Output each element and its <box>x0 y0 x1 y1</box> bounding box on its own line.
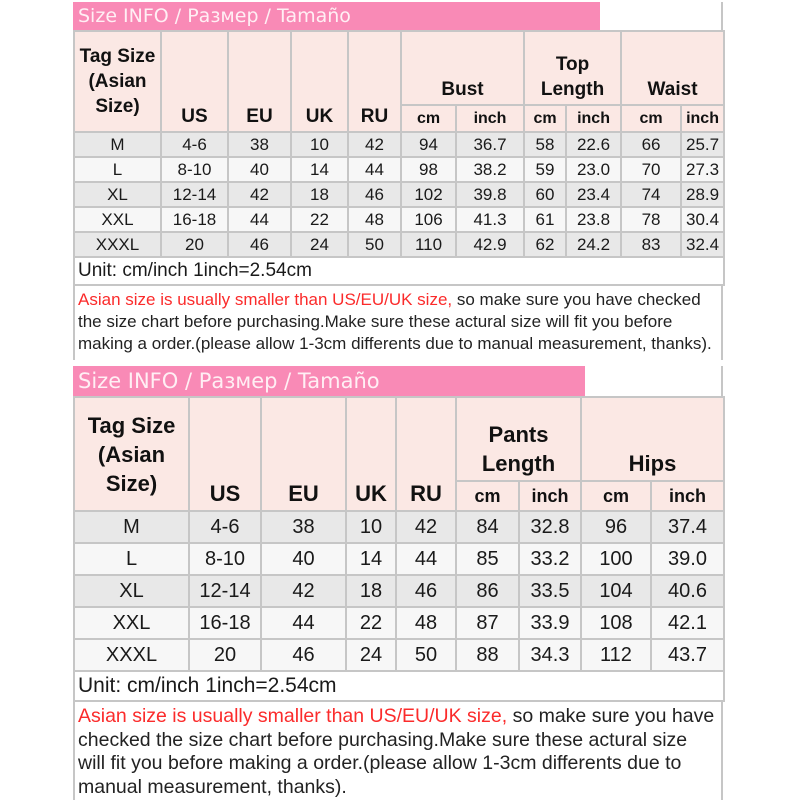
unit-note: Unit: cm/inch 1inch=2.54cm <box>74 257 724 285</box>
measurement-cell: 48 <box>348 207 401 232</box>
pants-length-group-header: Pants Length <box>456 397 581 481</box>
measurement-cell: 42.1 <box>651 607 724 639</box>
measurement-cell: 30.4 <box>681 207 724 232</box>
banner-spacer <box>600 2 723 30</box>
measurement-cell: 42 <box>396 511 456 543</box>
measurement-cell: 28.9 <box>681 182 724 207</box>
measurement-cell: 94 <box>401 132 456 157</box>
measurement-cell: 14 <box>346 543 396 575</box>
ru-header-cell: RU <box>348 31 401 132</box>
disclaimer-note-bottom <box>73 702 723 800</box>
measurement-cell: 23.0 <box>566 157 621 182</box>
table-row <box>74 575 724 607</box>
measurement-cell: 18 <box>346 575 396 607</box>
measurement-cell: 16-18 <box>189 607 261 639</box>
measurement-cell: 40 <box>261 543 346 575</box>
measurement-cell: 10 <box>346 511 396 543</box>
measurement-cell: 83 <box>621 232 681 257</box>
size-label-cell: XXL <box>74 207 161 232</box>
top-length-group-header: Top Length <box>524 31 621 105</box>
measurement-cell: 4-6 <box>161 132 228 157</box>
measurement-cell: 98 <box>401 157 456 182</box>
measurement-cell: 43.7 <box>651 639 724 671</box>
measurement-cell: 42 <box>261 575 346 607</box>
measurement-cell: 88 <box>456 639 519 671</box>
measurement-cell: 27.3 <box>681 157 724 182</box>
measurement-cell: 33.5 <box>519 575 581 607</box>
measurement-cell: 66 <box>621 132 681 157</box>
measurement-cell: 20 <box>189 639 261 671</box>
measurement-cell: 12-14 <box>189 575 261 607</box>
measurement-cell: 50 <box>396 639 456 671</box>
measurement-cell: 18 <box>291 182 348 207</box>
measurement-cell: 104 <box>581 575 651 607</box>
measurement-cell: 22 <box>291 207 348 232</box>
table-row <box>74 639 724 671</box>
measurement-cell: 110 <box>401 232 456 257</box>
uk-header-cell: UK <box>346 397 396 511</box>
measurement-cell: 40 <box>228 157 291 182</box>
banner-title: Size INFO / Размер / Tamaño <box>73 2 600 30</box>
measurement-cell: 70 <box>621 157 681 182</box>
tag-size-header-cell: Tag Size (Asian Size) <box>74 31 161 132</box>
measurement-cell: 33.9 <box>519 607 581 639</box>
measurement-cell: 42 <box>228 182 291 207</box>
measurement-cell: 40.6 <box>651 575 724 607</box>
measurement-cell: 112 <box>581 639 651 671</box>
inch-header-cell: inch <box>519 481 581 511</box>
ru-header-cell: RU <box>396 397 456 511</box>
disclaimer-note-top <box>73 286 723 360</box>
measurement-cell: 44 <box>396 543 456 575</box>
table-row <box>74 232 724 257</box>
inch-header-cell: inch <box>456 105 524 132</box>
measurement-cell: 50 <box>348 232 401 257</box>
measurement-cell: 8-10 <box>161 157 228 182</box>
disclaimer-red-text: Asian size is usually smaller than US/EU/UK size, <box>78 705 508 727</box>
measurement-cell: 78 <box>621 207 681 232</box>
inch-header-cell: inch <box>651 481 724 511</box>
banner-title: Size INFO / Размер / Tamaño <box>73 366 585 396</box>
measurement-cell: 38 <box>261 511 346 543</box>
disclaimer-red-text: Asian size is usually smaller than US/EU/UK size, <box>78 290 453 309</box>
hips-group-header: Hips <box>581 397 724 481</box>
table-row <box>74 182 724 207</box>
us-header-cell: US <box>189 397 261 511</box>
measurement-cell: 84 <box>456 511 519 543</box>
measurement-cell: 22.6 <box>566 132 621 157</box>
measurement-cell: 46 <box>228 232 291 257</box>
tag-size-header-cell: Tag Size (Asian Size) <box>74 397 189 511</box>
measurement-cell: 108 <box>581 607 651 639</box>
measurement-cell: 61 <box>524 207 566 232</box>
us-header-cell: US <box>161 31 228 132</box>
measurement-cell: 46 <box>396 575 456 607</box>
measurement-cell: 32.4 <box>681 232 724 257</box>
size-label-cell: XXXL <box>74 232 161 257</box>
measurement-cell: 4-6 <box>189 511 261 543</box>
eu-header-cell: EU <box>228 31 291 132</box>
size-label-cell: L <box>74 543 189 575</box>
size-info-banner-top <box>73 2 723 30</box>
size-label-cell: M <box>74 511 189 543</box>
size-label-cell: XL <box>74 182 161 207</box>
measurement-cell: 32.8 <box>519 511 581 543</box>
measurement-cell: 25.7 <box>681 132 724 157</box>
measurement-cell: 10 <box>291 132 348 157</box>
size-chart-page <box>73 2 723 800</box>
measurement-cell: 48 <box>396 607 456 639</box>
disclaimer-black-text: so make sure you have checked the size chart before purchasing.Make sure these actural size will fit you before making a order.(please allow 1-3cm differents due to manual measurement, thanks). <box>78 705 715 798</box>
measurement-cell: 34.3 <box>519 639 581 671</box>
inch-header-cell: inch <box>681 105 724 132</box>
measurement-cell: 20 <box>161 232 228 257</box>
measurement-cell: 39.8 <box>456 182 524 207</box>
measurement-cell: 33.2 <box>519 543 581 575</box>
measurement-cell: 86 <box>456 575 519 607</box>
measurement-cell: 46 <box>261 639 346 671</box>
measurement-cell: 74 <box>621 182 681 207</box>
measurement-cell: 37.4 <box>651 511 724 543</box>
measurement-cell: 22 <box>346 607 396 639</box>
size-label-cell: XXL <box>74 607 189 639</box>
table-row <box>74 543 724 575</box>
measurement-cell: 23.4 <box>566 182 621 207</box>
measurement-cell: 100 <box>581 543 651 575</box>
measurement-cell: 24.2 <box>566 232 621 257</box>
measurement-cell: 62 <box>524 232 566 257</box>
measurement-cell: 96 <box>581 511 651 543</box>
measurement-cell: 60 <box>524 182 566 207</box>
cm-header-cell: cm <box>524 105 566 132</box>
measurement-cell: 44 <box>348 157 401 182</box>
measurement-cell: 38 <box>228 132 291 157</box>
measurement-cell: 59 <box>524 157 566 182</box>
table-row <box>74 207 724 232</box>
cm-header-cell: cm <box>401 105 456 132</box>
measurement-cell: 23.8 <box>566 207 621 232</box>
measurement-cell: 24 <box>346 639 396 671</box>
waist-group-header: Waist <box>621 31 724 105</box>
measurement-cell: 85 <box>456 543 519 575</box>
size-label-cell: M <box>74 132 161 157</box>
measurement-cell: 44 <box>228 207 291 232</box>
measurement-cell: 106 <box>401 207 456 232</box>
bottom-size-table <box>73 396 725 702</box>
measurement-cell: 42.9 <box>456 232 524 257</box>
measurement-cell: 8-10 <box>189 543 261 575</box>
bust-group-header: Bust <box>401 31 524 105</box>
measurement-cell: 14 <box>291 157 348 182</box>
cm-header-cell: cm <box>581 481 651 511</box>
measurement-cell: 38.2 <box>456 157 524 182</box>
size-label-cell: L <box>74 157 161 182</box>
table-row <box>74 157 724 182</box>
cm-header-cell: cm <box>456 481 519 511</box>
measurement-cell: 24 <box>291 232 348 257</box>
measurement-cell: 16-18 <box>161 207 228 232</box>
cm-header-cell: cm <box>621 105 681 132</box>
measurement-cell: 46 <box>348 182 401 207</box>
measurement-cell: 58 <box>524 132 566 157</box>
measurement-cell: 42 <box>348 132 401 157</box>
banner-spacer <box>585 366 723 396</box>
measurement-cell: 44 <box>261 607 346 639</box>
unit-note: Unit: cm/inch 1inch=2.54cm <box>74 671 724 701</box>
measurement-cell: 41.3 <box>456 207 524 232</box>
measurement-cell: 39.0 <box>651 543 724 575</box>
eu-header-cell: EU <box>261 397 346 511</box>
table-row <box>74 132 724 157</box>
size-label-cell: XL <box>74 575 189 607</box>
measurement-cell: 36.7 <box>456 132 524 157</box>
table-row <box>74 607 724 639</box>
disclaimer-black-text: so make sure you have checked the size chart before purchasing.Make sure these actural size will fit you before making a order.(please allow 1-3cm differents due to manual measurement, thanks). <box>78 290 712 353</box>
measurement-cell: 102 <box>401 182 456 207</box>
size-info-banner-bottom <box>73 366 723 396</box>
measurement-cell: 12-14 <box>161 182 228 207</box>
measurement-cell: 87 <box>456 607 519 639</box>
top-size-table <box>73 30 725 286</box>
inch-header-cell: inch <box>566 105 621 132</box>
table-row <box>74 511 724 543</box>
size-label-cell: XXXL <box>74 639 189 671</box>
uk-header-cell: UK <box>291 31 348 132</box>
